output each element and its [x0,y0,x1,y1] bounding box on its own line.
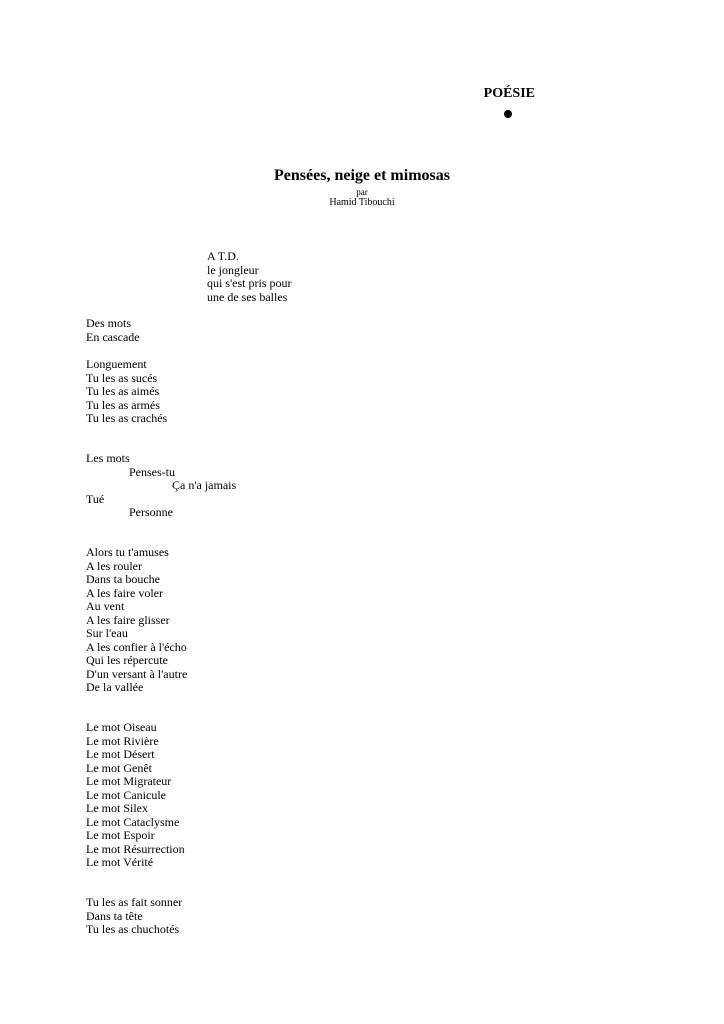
poem-line: A les faire voler [86,585,163,600]
poem-line: Les mots [86,451,130,465]
poem-line: Penses-tu [129,464,175,479]
poem-line: Des mots [86,316,131,330]
poem-line: Tué [86,491,105,506]
poem-line: Dans ta bouche [86,572,160,586]
poem-line: Tu les as crachés [86,411,168,425]
poem-line: Le mot Résurrection [86,841,185,856]
by-label: par [356,187,368,197]
poem-line: Le mot Rivière [86,733,159,748]
poem-line: Le mot Migrateur [86,774,172,788]
author-name: Hamid Tibouchi [329,197,395,208]
dedication-line: qui s'est pris pour [207,276,292,290]
poem-line: Personne [129,505,173,519]
poem-line: Tu les as fait sonner [86,895,183,909]
poem-line: A les confier à l'écho [86,639,187,654]
poem-line: Qui les répercute [86,653,168,667]
poem-line: Tu les as chuchotés [86,922,180,936]
bullet-icon [504,110,512,118]
poem-line: Au vent [86,599,125,613]
poem-line: Le mot Vérité [86,855,154,869]
poem-title: Pensées, neige et mimosas [274,167,450,184]
poem-line: Le mot Silex [86,801,148,815]
poem-line: Sur l'eau [86,626,128,640]
dedication-line: une de ses balles [207,289,288,304]
section-label: POÉSIE [483,86,535,101]
poem-line: Tu les as armés [86,397,160,412]
poem-line: D'un versant à l'autre [86,666,188,681]
poem-line: De la vallée [86,680,144,694]
poem-line: A les rouler [86,558,142,573]
dedication-line: le jongleur [207,262,259,277]
poem-line: Tu les as aimés [86,384,160,398]
poem-line: Le mot Genêt [86,760,152,775]
poem-line: Le mot Cataclysme [86,814,180,829]
dedication-line: A T.D. [207,249,239,263]
poem-line: Le mot Espoir [86,828,155,842]
poem-line: A les faire glisser [86,612,170,627]
poem-line: Le mot Canicule [86,787,166,802]
poem-line: Le mot Désert [86,747,155,761]
poem-line: Alors tu t'amuses [86,545,169,559]
poem-line: En cascade [86,329,140,344]
poem-line: Dans ta tête [86,908,143,923]
poem-line: Tu les as sucés [86,370,158,385]
poem-line: Longuement [86,357,147,371]
poem-line: Ça n'a jamais [172,478,237,492]
poem-line: Le mot Oiseau [86,720,157,734]
